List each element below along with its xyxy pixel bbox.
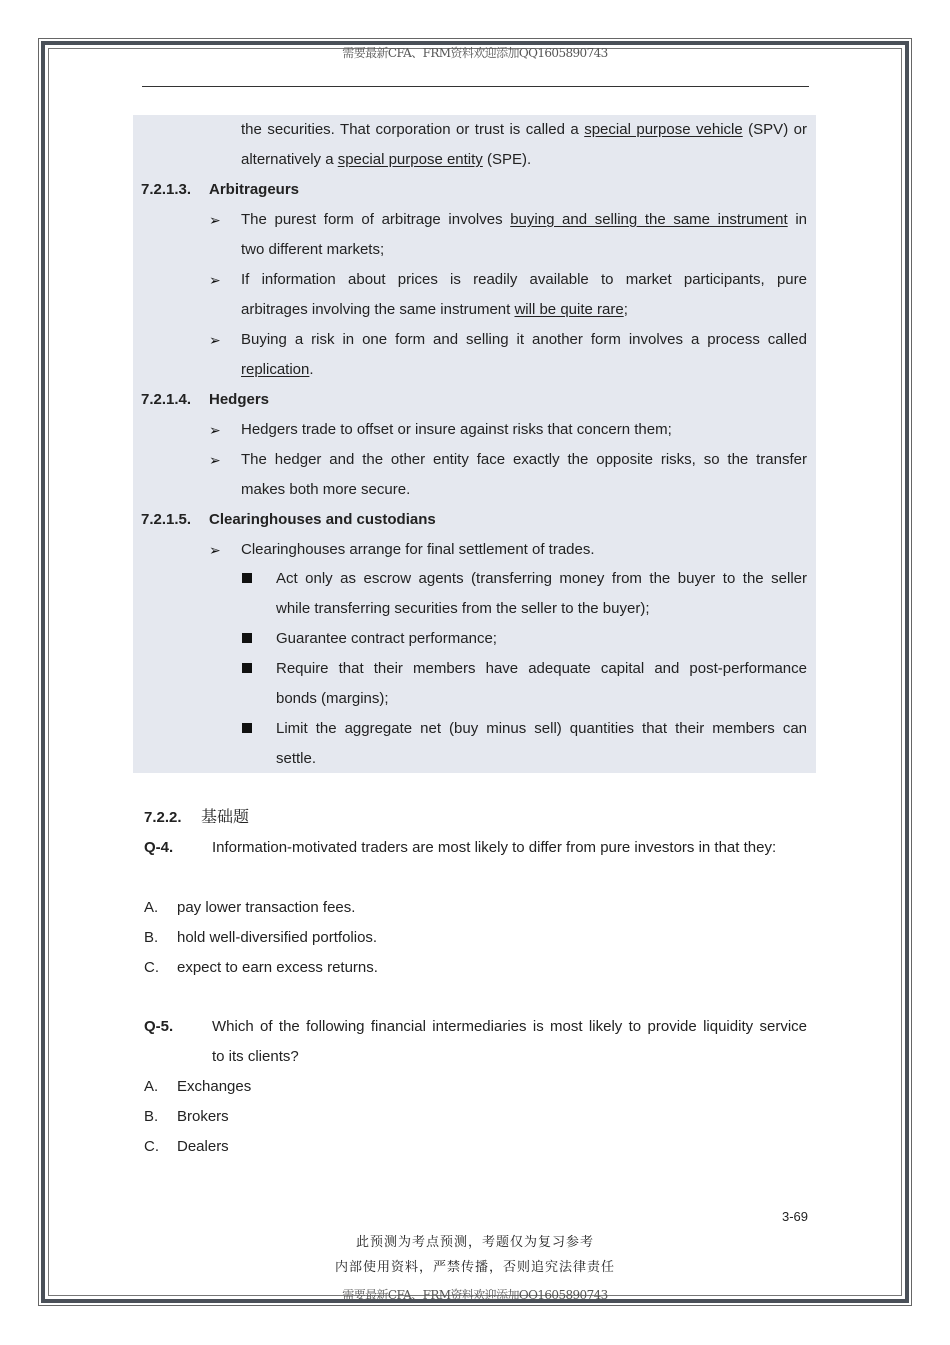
clearing-sub-bullet-4-line-2: settle. <box>276 750 317 767</box>
q4-option-a-letter: A. <box>144 899 159 916</box>
q4-option-c-text: expect to earn excess returns. <box>177 959 378 976</box>
question-label-q4: Q-4. <box>144 839 174 856</box>
hedgers-bullet-1: Hedgers trade to offset or insure against risks that concern them; <box>241 421 672 438</box>
footer-disclaimer-line-1: 此预测为考点预测，考题仅为复习参考 <box>355 1234 594 1249</box>
clearing-sub-bullet-3-line-2: bonds (margins); <box>276 690 389 707</box>
arbitrage-bullet-2-line-2: arbitrages involving the same instrument will be quite rare; <box>241 301 628 318</box>
hedgers-bullet-2-line-2: makes both more secure. <box>241 481 411 498</box>
arrow-bullet-icon: ➢ <box>209 212 221 228</box>
hedgers-bullet-2-line-1: The hedger and the other entity face exactly the opposite risks, so the transfer <box>241 451 807 468</box>
q5-option-a-letter: A. <box>144 1078 159 1095</box>
arbitrage-bullet-3-line-1: Buying a risk in one form and selling it another form involves a process called <box>241 331 807 348</box>
question-stem-q4: Information-motivated traders are most likely to differ from pure investors in that they: <box>212 839 777 856</box>
clearing-sub-bullet-1-line-2: while transferring securities from the seller to the buyer); <box>276 600 650 617</box>
q4-option-c-letter: C. <box>144 959 159 976</box>
section-number-7-2-1-4: 7.2.1.4. <box>141 391 192 408</box>
q4-option-a-text: pay lower transaction fees. <box>177 899 356 916</box>
spv-text-line-1: the securities. That corporation or trust is called a special purpose vehicle (SPV) or <box>241 121 807 138</box>
clearing-sub-bullet-1-line-1: Act only as escrow agents (transferring money from the buyer to the seller <box>276 570 807 587</box>
q5-option-c-text: Dealers <box>177 1138 229 1155</box>
section-number-7-2-1-3: 7.2.1.3. <box>141 181 192 198</box>
square-bullet-icon <box>242 723 252 733</box>
spe-term: special purpose entity <box>337 151 483 168</box>
arbitrage-bullet-1-line-1: The purest form of arbitrage involves buying and selling the same instrument in <box>241 211 807 228</box>
question-label-q5: Q-5. <box>144 1018 174 1035</box>
section-title-arbitrageurs: Arbitrageurs <box>209 181 300 198</box>
header-watermark: 需要最新CFA、FRM资料欢迎添加QQ1605890743 <box>342 46 608 60</box>
spv-term: special purpose vehicle <box>584 121 743 138</box>
clearing-sub-bullet-2: Guarantee contract performance; <box>276 630 497 647</box>
q5-option-b-letter: B. <box>144 1108 159 1125</box>
arrow-bullet-icon: ➢ <box>209 452 221 468</box>
section-title-clearinghouses: Clearinghouses and custodians <box>209 511 436 528</box>
header-divider <box>142 86 809 87</box>
clearing-sub-bullet-3-line-1: Require that their members have adequate capital and post-performance <box>276 660 807 677</box>
footer-disclaimer-line-2: 内部使用资料，严禁传播，否则追究法律责任 <box>334 1259 615 1274</box>
footer-watermark: 需要最新CFA、FRM资料欢迎添加QQ1605890743 <box>342 1288 608 1302</box>
section-title-hedgers: Hedgers <box>209 391 270 408</box>
arrow-bullet-icon: ➢ <box>209 332 221 348</box>
q4-option-b-text: hold well-diversified portfolios. <box>177 929 378 946</box>
clearing-sub-bullet-4-line-1: Limit the aggregate net (buy minus sell) quantities that their members can <box>276 720 807 737</box>
arbitrage-bullet-1-line-2: two different markets; <box>241 241 385 258</box>
square-bullet-icon <box>242 573 252 583</box>
section-title-basic-questions: 基础题 <box>201 809 250 826</box>
arbitrage-bullet-2-line-1: If information about prices is readily available to market participants, pure <box>241 271 807 288</box>
question-stem-q5-line-2: to its clients? <box>212 1048 299 1065</box>
page-number: 3-69 <box>781 1209 808 1224</box>
arrow-bullet-icon: ➢ <box>209 272 221 288</box>
q5-option-c-letter: C. <box>144 1138 159 1155</box>
q5-option-a-text: Exchanges <box>177 1078 252 1095</box>
q4-option-b-letter: B. <box>144 929 159 946</box>
question-stem-q5-line-1: Which of the following financial intermediaries is most likely to provide liquidity service <box>212 1018 807 1035</box>
square-bullet-icon <box>242 663 252 673</box>
arrow-bullet-icon: ➢ <box>209 422 221 438</box>
clearinghouses-bullet-1: Clearinghouses arrange for final settlement of trades. <box>241 541 595 558</box>
square-bullet-icon <box>242 633 252 643</box>
spv-text-line-2: alternatively a special purpose entity (SPE). <box>241 151 532 168</box>
section-number-7-2-2: 7.2.2. <box>144 809 182 826</box>
q5-option-b-text: Brokers <box>177 1108 229 1125</box>
arbitrage-bullet-3-line-2: replication. <box>241 361 314 378</box>
section-number-7-2-1-5: 7.2.1.5. <box>141 511 192 528</box>
arrow-bullet-icon: ➢ <box>209 542 221 558</box>
